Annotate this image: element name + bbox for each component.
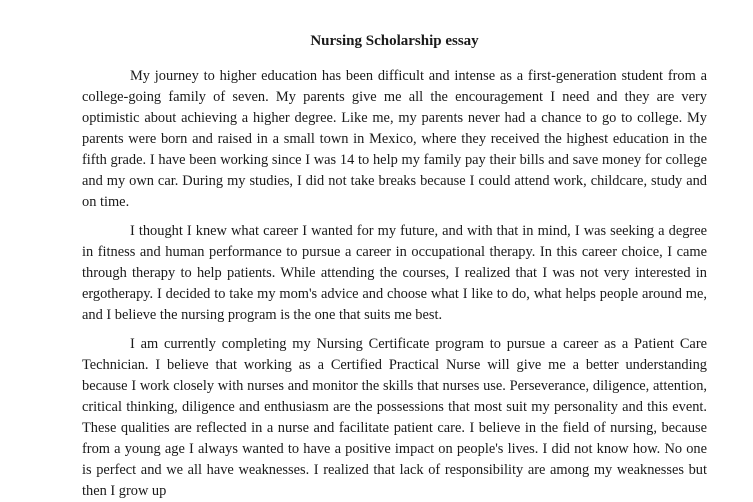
paragraph-2: I thought I knew what career I wanted for my future, and with that in mind, I was seeking a degree in fitness and human performance to pursue a career in occupational therapy. In this career choice, I came through therapy to help patients. While attending the courses, I realized that I was not very interested in ergotherapy. I decided to take my mom's advice and choose what I like to do, what helps people around me, and I believe the nursing program is the one that suits me best.: [82, 223, 707, 323]
document-title: Nursing Scholarship essay: [310, 33, 479, 49]
paragraph-1: My journey to higher education has been difficult and intense as a first-generation student from a college-going family of seven. My parents give me all the encouragement I need and they are very optimistic about achieving a higher degree. Like me, my parents never had a chance to go to college. My parents were born and raised in a small town in Mexico, where they received the highest education in the fifth grade. I have been working since I was 14 to help my family pay their bills and save money for college and my own car. During my studies, I did not take breaks because I could attend work, childcare, study and on time.: [82, 68, 707, 210]
document-page: [82, 0, 707, 502]
paragraph-3: I am currently completing my Nursing Certificate program to pursue a career as a Patient Care Technician. I believe that working as a Certified Practical Nurse will give me a better understanding because I work closely with nurses and monitor the skills that nurses use. Perseverance, diligence, attention, critical thinking, diligence and enthusiasm are the possessions that most suit my personality and this event. These qualities are reflected in a nurse and facilitate patient care. I believe in the field of nursing, because from a young age I always wanted to have a positive impact on people's lives. I did not know how. No one is perfect and we all have weaknesses. I realized that lack of responsibility are among my weaknesses but then I grow up: [82, 336, 707, 499]
